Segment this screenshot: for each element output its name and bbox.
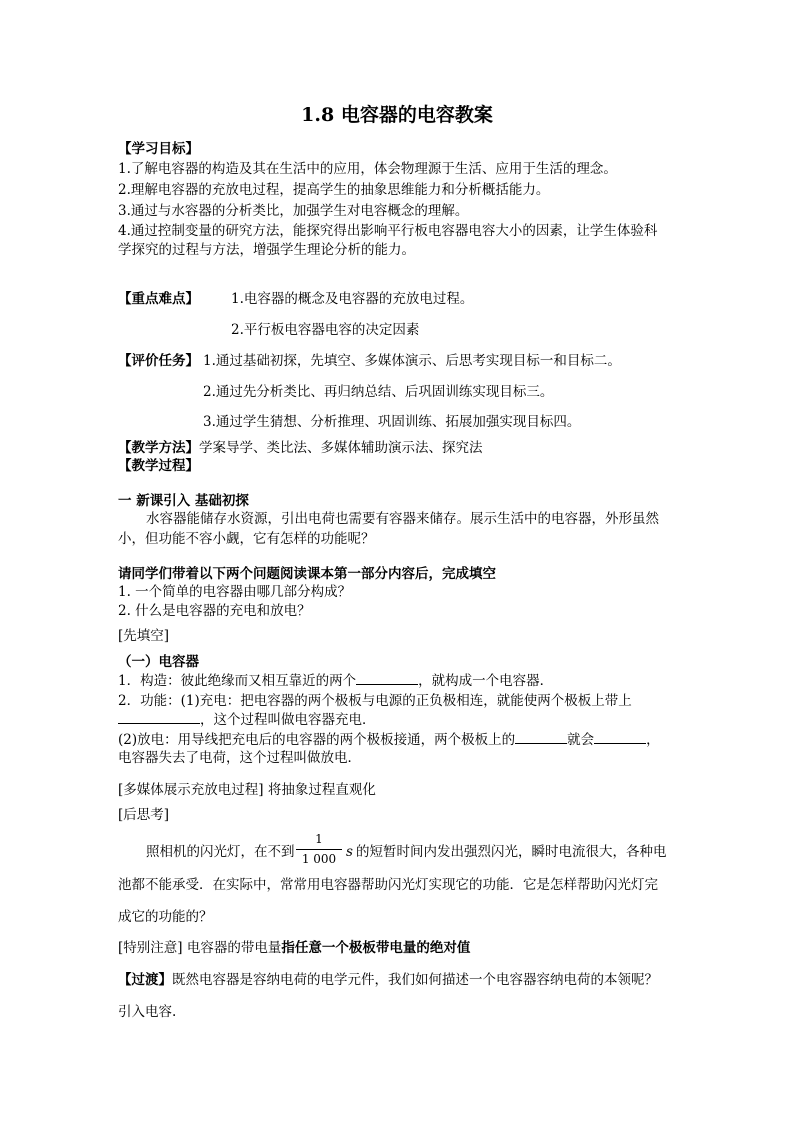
fill-tag: [先填空] [118, 628, 170, 644]
fill-line: 2．功能：(1)充电：把电容器的两个极板与电源的正负极相连，就能使两个极板上带上 [118, 693, 632, 709]
evaluation-item: 1.通过基础初探，先填空、多媒体演示、后思考实现目标一和目标二。 [203, 353, 621, 369]
fill-text: 就会 [567, 732, 595, 748]
evaluation-heading: 【评价任务】 [118, 353, 199, 369]
reading-question: 2. 什么是电容器的充电和放电？ [118, 603, 311, 619]
section1-paragraph: 水容器能储存水资源，引出电荷也需要有容器来储存。展示生活中的电容器，外形虽然 [146, 511, 659, 527]
evaluation-item: 3.通过学生猜想、分析推理、巩固训练、拓展加强实现目标四。 [203, 414, 581, 430]
answer-blank[interactable] [356, 672, 418, 685]
page-title: 1.8 电容器的电容教案 [301, 104, 493, 126]
key-points-heading: 【重点难点】 [118, 291, 199, 307]
methods-heading: 【教学方法】 [118, 440, 199, 456]
answer-blank[interactable] [118, 711, 200, 724]
reading-question: 1. 一个简单的电容器由哪几部分构成？ [118, 584, 352, 600]
think-line: 池都不能承受．在实际中，常常用电容器帮助闪光灯实现它的功能．它是怎样帮助闪光灯完 [118, 877, 658, 893]
think-line: 照相机的闪光灯，在不到 [146, 844, 295, 860]
fraction-numerator: 1 [315, 832, 323, 846]
goals-heading: 【学习目标】 [118, 141, 199, 157]
fill-text: ， [646, 732, 660, 748]
key-point-item: 2.平行板电容器电容的决定因素 [231, 322, 420, 338]
note-emphasis: 指任意一个极板带电量的绝对值 [281, 940, 471, 956]
think-tag: [后思考] [118, 807, 170, 823]
transition-text: 既然电容器是容纳电荷的电学元件，我们如何描述一个电容器容纳电荷的本领呢？ [172, 972, 658, 988]
answer-blank[interactable] [515, 731, 567, 744]
goal-item: 1.了解电容器的构造及其在生活中的应用，体会物理源于生活、应用于生活的理念。 [118, 161, 617, 177]
goal-item: 2.理解电容器的充放电过程，提高学生的抽象思维能力和分析概括能力。 [118, 182, 550, 198]
goal-item: 学探究的过程与方法，增强学生理论分析的能力。 [118, 242, 415, 258]
answer-blank[interactable] [594, 731, 646, 744]
fill-line [118, 672, 553, 690]
reading-heading: 请同学们带着以下两个问题阅读课本第一部分内容后，完成填空 [118, 566, 496, 582]
time-unit: s [346, 844, 353, 860]
section1-paragraph: 小，但功能不容小觑，它有怎样的功能呢？ [118, 531, 375, 547]
evaluation-item: 2.通过先分析类比、再归纳总结、后巩固训练实现目标三。 [203, 384, 554, 400]
transition-line: 引入电容. [118, 1004, 177, 1020]
multimedia-note: [多媒体展示充放电过程] 将抽象过程直观化 [118, 782, 376, 798]
transition-line [118, 971, 658, 989]
methods-text: 学案导学、类比法、多媒体辅助演示法、探究法 [199, 440, 483, 456]
fill-text: (2)放电：用导线把充电后的电容器的两个极板接通，两个极板上的 [118, 732, 516, 748]
think-line: 的短暂时间内发出强烈闪光，瞬时电流很大，各种电 [356, 844, 667, 860]
process-heading: 【教学过程】 [118, 458, 199, 474]
special-note [118, 939, 470, 957]
think-line: 成它的功能的？ [118, 909, 213, 925]
methods-line [118, 439, 483, 457]
fill-text: ，这个过程叫做电容器充电． [200, 712, 376, 728]
fill-subheading: （一）电容器 [118, 654, 199, 670]
note-text: [特别注意] 电容器的带电量 [118, 940, 282, 956]
fill-text: ，就构成一个电容器． [418, 673, 554, 689]
transition-heading: 【过渡】 [118, 972, 172, 988]
fill-text: 1．构造：彼此绝缘而又相互靠近的两个 [118, 673, 357, 689]
fraction-bar [296, 849, 342, 850]
fill-line [118, 711, 376, 729]
fill-line: 电容器失去了电荷，这个过程叫做放电． [118, 750, 361, 766]
fraction-denominator: 1 000 [301, 852, 337, 866]
goal-item: 3.通过与水容器的分析类比，加强学生对电容概念的理解。 [118, 203, 469, 219]
fill-line [118, 731, 660, 749]
key-point-item: 1.电容器的概念及电容器的充放电过程。 [231, 291, 474, 307]
section1-heading: 一 新课引入 基础初探 [118, 493, 249, 509]
goal-item: 4.通过控制变量的研究方法，能探究得出影响平行板电容器电容大小的因素，让学生体验科 [118, 223, 658, 239]
